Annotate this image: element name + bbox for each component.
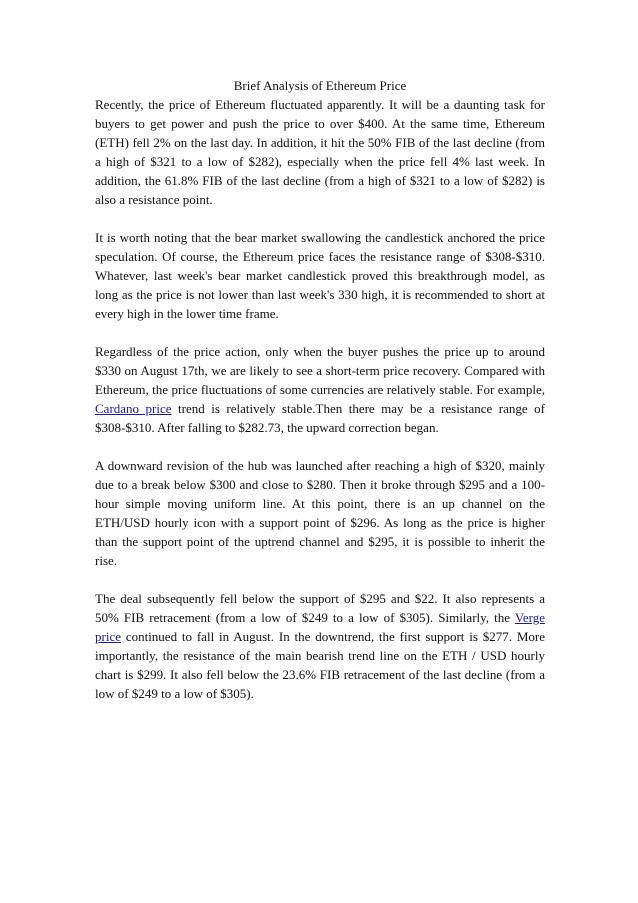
paragraph-5-text-b: continued to fall in August. In the downtrend, the first support is $277. More importantly, the resistance of the main bearish trend line on the ETH / USD hourly chart is $299. It also fell below the 23.6% FIB retracement of the last decline (from a low of $249 to a low of $305). [95,629,545,701]
document-title: Brief Analysis of Ethereum Price [233,78,407,93]
document-body [95,76,545,722]
cardano-price-link[interactable]: Cardano price [95,401,172,416]
verge-price-link[interactable]: Verge price [95,610,545,644]
paragraph-3-text-a: Regardless of the price action, only when the buyer pushes the price up to around $330 on August 17th, we are likely to see a short-term price recovery. Compared with Ethereum, the price fluctuations of some currencies are relatively stable. For example, [95,344,545,397]
paragraph-5 [95,589,545,703]
paragraph-5-text-a: The deal subsequently fell below the support of $295 and $22. It also represents a 50% FIB retracement (from a low of $249 to a low of $305). Similarly, the [95,591,545,625]
paragraph-3 [95,342,545,437]
paragraph-4: A downward revision of the hub was launched after reaching a high of $320, mainly due to a break below $300 and close to $280. Then it broke through $295 and a 100-hour simple moving uniform line. At this point, there is an up channel on the ETH/USD hourly icon with a support point of $296. As long as the price is higher than the support point of the uptrend channel and $295, it is possible to inherit the rise. [95,458,545,568]
paragraph-3-text-b: trend is relatively stable.Then there may be a resistance range of $308-$310. After falling to $282.73, the upward correction began. [95,401,545,435]
paragraph-1: Recently, the price of Ethereum fluctuated apparently. It will be a daunting task for buyers to get power and push the price to over $400. At the same time, Ethereum (ETH) fell 2% on the last day. In addition, it hit the 50% FIB of the last decline (from a high of $321 to a low of $282), especially when the price fell 4% last week. In addition, the 61.8% FIB of the last decline (from a high of $321 to a low of $282) is also a resistance point. [95,97,545,207]
paragraph-2: It is worth noting that the bear market swallowing the candlestick anchored the price speculation. Of course, the Ethereum price faces the resistance range of $308-$310. Whatever, last week's bear market candlestick proved this breakthrough model, as long as the price is not lower than last week's 330 high, it is recommended to short at every high in the lower time frame. [95,230,545,321]
